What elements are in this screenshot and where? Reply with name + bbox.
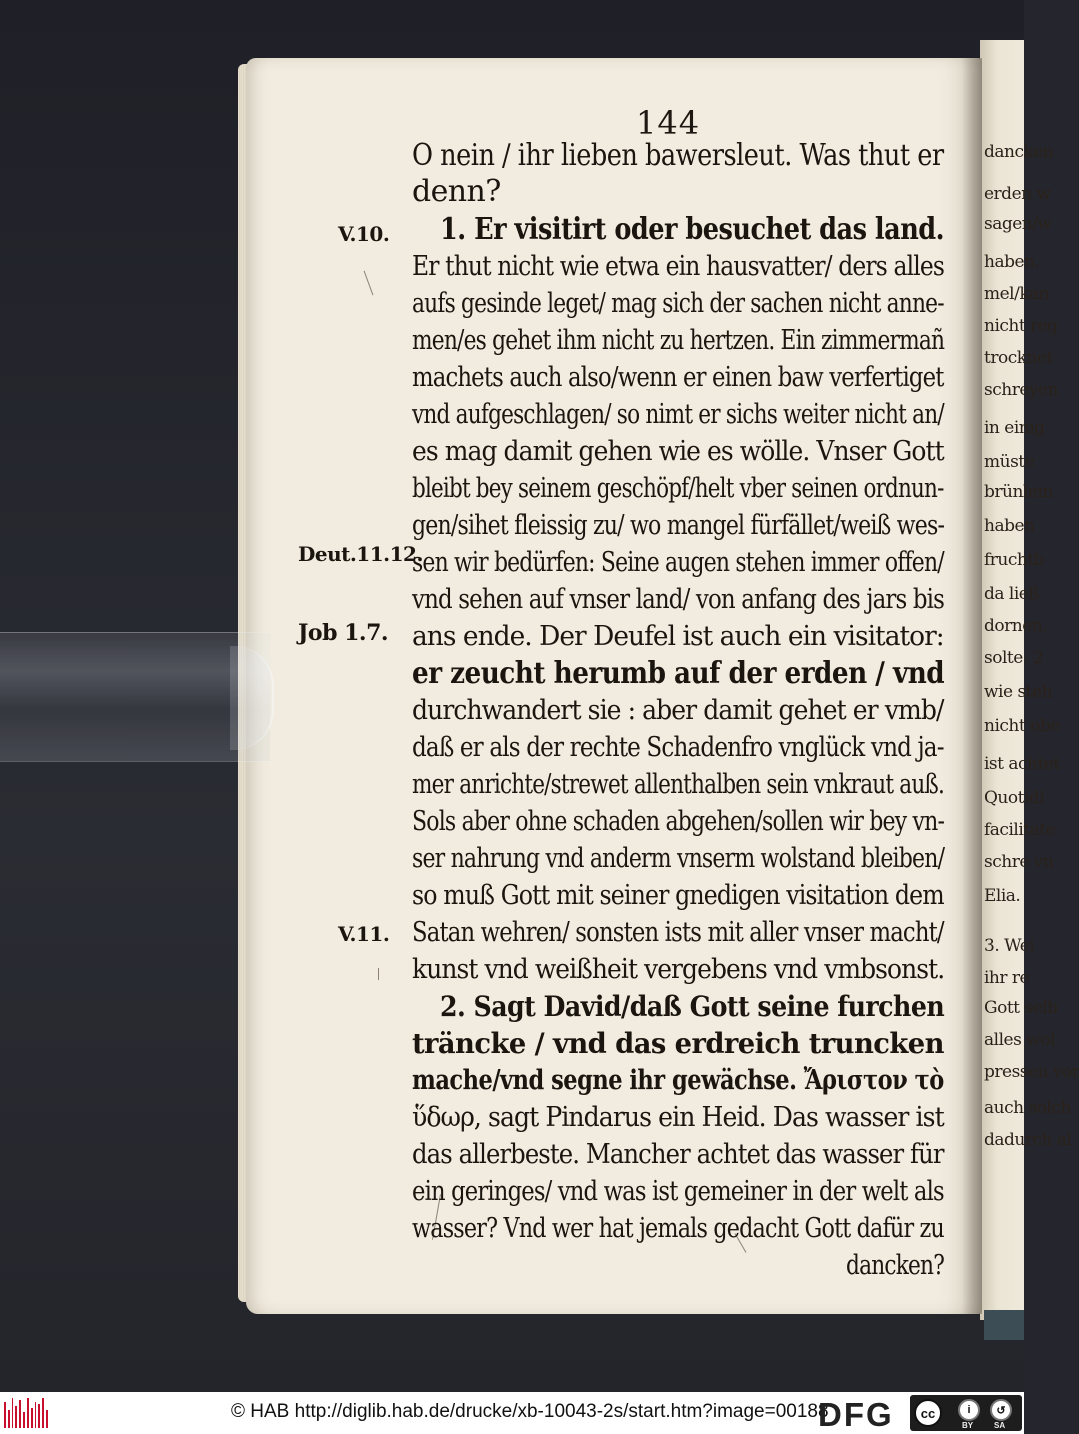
text-line: aufs gesinde leget/ mag sich der sachen nicht anne- — [412, 288, 944, 319]
sa-icon: ↺ — [990, 1399, 1012, 1421]
text-line: so muß Gott mit seiner gnedigen visitation dem — [412, 880, 944, 911]
next-page-fragment: facilitate — [984, 820, 1056, 840]
next-page-fragment: dornen. — [984, 616, 1048, 636]
cc-license-badge[interactable] — [910, 1395, 1022, 1431]
next-page-fragment: da ließ — [984, 584, 1040, 604]
text-line: O nein / ihr lieben bawersleut. Was thut er — [412, 138, 944, 173]
dfg-logo: DFG — [818, 1396, 894, 1433]
next-page-fragment: Gott selb — [984, 998, 1058, 1018]
margin-note: Job 1.7. — [298, 620, 389, 646]
text-line: denn? — [412, 174, 501, 209]
next-page-fragment: sagen/w — [984, 214, 1052, 234]
next-page-fragment: haben — [984, 516, 1035, 536]
text-line: Er thut nicht wie etwa ein hausvatter/ ders alles — [412, 251, 945, 282]
text-line: durchwandert sie : aber damit gehet er vmb/ — [412, 695, 944, 726]
text-line: mache/vnd segne ihr gewächse. Ἄριστον τὸ — [412, 1065, 944, 1096]
next-page-fragment: pressen vor — [984, 1062, 1079, 1082]
next-page-fragment: in einig — [984, 418, 1045, 438]
next-page-fragment: solte: 2 — [984, 648, 1044, 668]
margin-note: V.11. — [338, 922, 390, 946]
text-line: 1. Er visitirt oder besuchet das land. — [440, 212, 945, 247]
text-line: träncke / vnd das erdreich truncken — [412, 1027, 944, 1060]
next-page-fragment: müste — [984, 452, 1035, 472]
by-label: BY — [962, 1421, 974, 1430]
text-line: er zeucht herumb auf der erden / vnd — [412, 656, 945, 691]
margin-note: Deut.11.12. — [298, 542, 423, 566]
next-page-fragment: 3. Wei — [984, 936, 1035, 956]
next-page-fragment: trocknet — [984, 348, 1053, 368]
text-line: ὕδωρ, sagt Pindarus ein Heid. Das wasser ist — [412, 1102, 944, 1133]
margin-note: V.10. — [338, 222, 390, 246]
next-page-fragment: haben. — [984, 252, 1040, 272]
page-gutter-shadow — [962, 58, 982, 1314]
next-page-fragment: mel/kan — [984, 284, 1050, 304]
pencil-mark — [378, 968, 379, 980]
text-line: wasser? Vnd wer hat jemals gedacht Gott dafür zu — [412, 1213, 944, 1244]
text-line: bleibt bey seinem geschöpf/helt vber seinen ordnun- — [412, 473, 944, 504]
source-link[interactable]: © HAB http://diglib.hab.de/drucke/xb-10043-2s/start.htm?image=00188 — [231, 1401, 829, 1422]
text-line: ans ende. Der Deufel ist auch ein visitator: — [412, 621, 944, 652]
text-line: mer anrichte/strewet allenthalben sein vnkraut auß. — [412, 769, 945, 800]
next-page-fragment: schreyen — [984, 380, 1058, 400]
next-page-fragment: erden w — [984, 184, 1051, 204]
cc-icon: cc — [914, 1399, 942, 1427]
text-line: ser nahrung vnd anderm vnserm wolstand bleiben/ — [412, 843, 945, 874]
text-line: machets auch also/wenn er einen baw verfertiget — [412, 362, 944, 393]
text-line: das allerbeste. Mancher achtet das wasser für — [412, 1139, 944, 1170]
next-page-fragment: ihr re — [984, 968, 1030, 988]
text-line: vnd sehen auf vnser land/ von anfang des jars bis — [412, 584, 945, 615]
by-icon: i — [958, 1399, 980, 1421]
text-line: Satan wehren/ sonsten ists mit aller vnser macht/ — [412, 917, 944, 948]
next-page-fragment: dancken — [984, 142, 1054, 162]
text-line: 2. Sagt David/daß Gott seine furchen — [440, 990, 945, 1023]
text-line: vnd aufgeschlagen/ so nimt er sichs weiter nicht an/ — [412, 399, 944, 430]
next-page-fragment: wie steh — [984, 682, 1053, 702]
text-line: Sols aber ohne schaden abgehen/sollen wir bey vn- — [412, 806, 945, 837]
next-page-fragment: dadurch al — [984, 1130, 1072, 1150]
text-line: sen wir bedürfen: Seine augen stehen immer offen/ — [412, 547, 944, 578]
text-line: daß er als der rechte Schadenfro vnglück vnd ja- — [412, 732, 944, 763]
next-page-fragment: alles wol — [984, 1030, 1055, 1050]
next-page-fragment: brünlein — [984, 482, 1053, 502]
text-line: dancken? — [846, 1250, 945, 1281]
next-page-fragment: schre vn — [984, 852, 1054, 872]
text-line: gen/sihet fleissig zu/ wo mangel fürfället/weiß wes- — [412, 510, 945, 541]
next-page-fragment: nicht obe — [984, 716, 1060, 736]
page-number: 144 — [636, 104, 701, 142]
sa-label: SA — [994, 1421, 1006, 1430]
hab-logo-icon — [4, 1398, 48, 1428]
next-page-fragment: Quotidi — [984, 788, 1045, 808]
text-line: es mag damit gehen wie es wölle. Vnser Gott — [412, 436, 944, 467]
next-page-fragment: fruchtb — [984, 550, 1045, 570]
text-line: kunst vnd weißheit vergebens vnd vmbsonst. — [412, 954, 945, 985]
text-line: ein geringes/ vnd was ist gemeiner in der welt als — [412, 1176, 944, 1207]
next-page-fragment: ist achtet — [984, 754, 1060, 774]
binding-cloth — [984, 1310, 1024, 1340]
next-page-fragment: auch solch — [984, 1098, 1071, 1118]
viewer-footer — [0, 1392, 1024, 1434]
text-line: men/es gehet ihm nicht zu hertzen. Ein zimmermañ — [412, 325, 945, 356]
next-page-fragment: nicht reg — [984, 316, 1058, 336]
next-page-fragment: Elia. — [984, 886, 1021, 906]
